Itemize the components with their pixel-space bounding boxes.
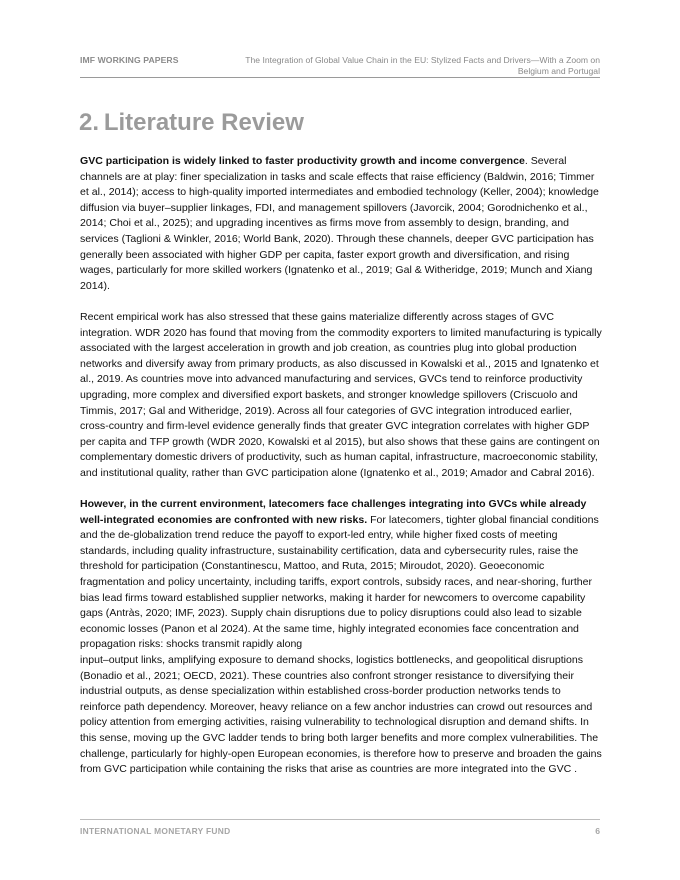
header-running-title: The Integration of Global Value Chain in the EU: Stylized Facts and Drivers—With a Zoom on Belgium and Portugal [245, 55, 600, 76]
page-number: 6 [595, 826, 600, 836]
paragraph-lead: However, in the current environment, latecomers face challenges integrating into GVCs while already well-integrated economies are confronted with new risks. [80, 498, 587, 526]
paragraph-lead: GVC participation is widely linked to faster productivity growth and income convergence [80, 155, 525, 167]
paragraph-latecomers [80, 497, 602, 653]
header-divider [80, 77, 600, 78]
paragraph-text: . Several channels are at play: finer specialization in tasks and scale effects that raise efficiency (Baldwin, 2016; Timmer et al., 2014); access to high-quality imported intermediates and embodied technology (Keller, 2004); knowledge diffusion via buyer–supplier linkages, FDI, and management spillovers (Javorcik, 2004; Gorodnichenko et al., 2014; Choi et al., 2025); and upgrading incentives as firms move from assembly to design, branding, and services (Taglioni & Winkler, 2016; World Bank, 2020). Through these channels, deeper GVC participation has generally been associated with higher GDP per capita, faster export growth and diversification, and rising wages, particularly for more skilled workers (Ignatenko et al., 2019; Gal & Witheridge, 2019; Munch and Xiang 2014). [80, 155, 599, 292]
paragraph-empirical-work [80, 310, 602, 482]
paragraph-text: Recent empirical work has also stressed that these gains materialize differently across stages of GVC integration. WDR 2020 has found that moving from the commodity exporters to limited manufacturing is typically associated with the largest acceleration in growth and job creation, as countries plug into global production networks and diversify away from primary products, as also discussed in Kowalski et al., 2015 and Ignatenko et al., 2019. As countries move into advanced manufacturing and services, GVCs tend to reinforce productivity upgrading, more complex and diversified export baskets, and stronger knowledge spillovers (Criscuolo and Timmis, 2017; Gal and Witheridge, 2019). Across all four categories of GVC integration introduced earlier, cross-country and firm-level evidence generally finds that greater GVC integration correlates with higher GDP per capita and TFP growth (WDR 2020, Kowalski et al 2015), but also shows that these gains are contingent on complementary domestic drivers of productivity, such as human capital, infrastructure, macroeconomic stability, and institutional quality, rather than GVC participation alone (Ignatenko et al., 2019; Amador and Cabral 2016). [80, 310, 602, 479]
paragraph-gvc-productivity [80, 154, 602, 294]
paragraph-text: input–output links, amplifying exposure to demand shocks, logistics bottlenecks, and geopolitical disruptions (Bonadio et al., 2021; OECD, 2021). These countries also confront stronger resistance to diversifying their industrial outputs, as dense specialization within established cross-border production networks tends to reinforce path dependency. Moreover, heavy reliance on a few anchor industries can crowd out resources and policy attention from emerging activities, raising vulnerability to technological disruption and demand shifts. In this sense, moving up the GVC ladder tends to bring both larger benefits and more complex vulnerabilities. The challenge, particularly for highly-open European economies, is therefore how to preserve and broaden the gains from GVC participation while containing the risks that arise as countries are more integrated into the GVC . [80, 654, 602, 776]
paragraph-latecomers-continuation [80, 653, 602, 778]
header-series-label: IMF WORKING PAPERS [80, 55, 179, 65]
footer-org: INTERNATIONAL MONETARY FUND [80, 826, 231, 836]
document-body [80, 154, 602, 793]
paragraph-text: For latecomers, tighter global financial conditions and the de-globalization trend reduce the payoff to export-led entry, while higher fixed costs of meeting standards, including quality infrastructure, sustainability certification, data and cybersecurity rules, raise the threshold for participation (Constantinescu, Mattoo, and Ruta, 2015; Miroudot, 2020). Geoeconomic fragmentation and policy uncertainty, including tariffs, export controls, subsidy races, and near-shoring, further bias lead firms toward established supplier networks, making it harder for newcomers to overcome capability gaps (Antràs, 2020; IMF, 2023). Supply chain disruptions due to policy disruptions could also lead to sizable economic losses (Panon et al 2024). At the same time, highly integrated economies face concentration and propagation risks: shocks transmit rapidly along [80, 513, 599, 651]
section-title: 2. Literature Review [79, 109, 304, 136]
footer-divider [80, 819, 600, 820]
